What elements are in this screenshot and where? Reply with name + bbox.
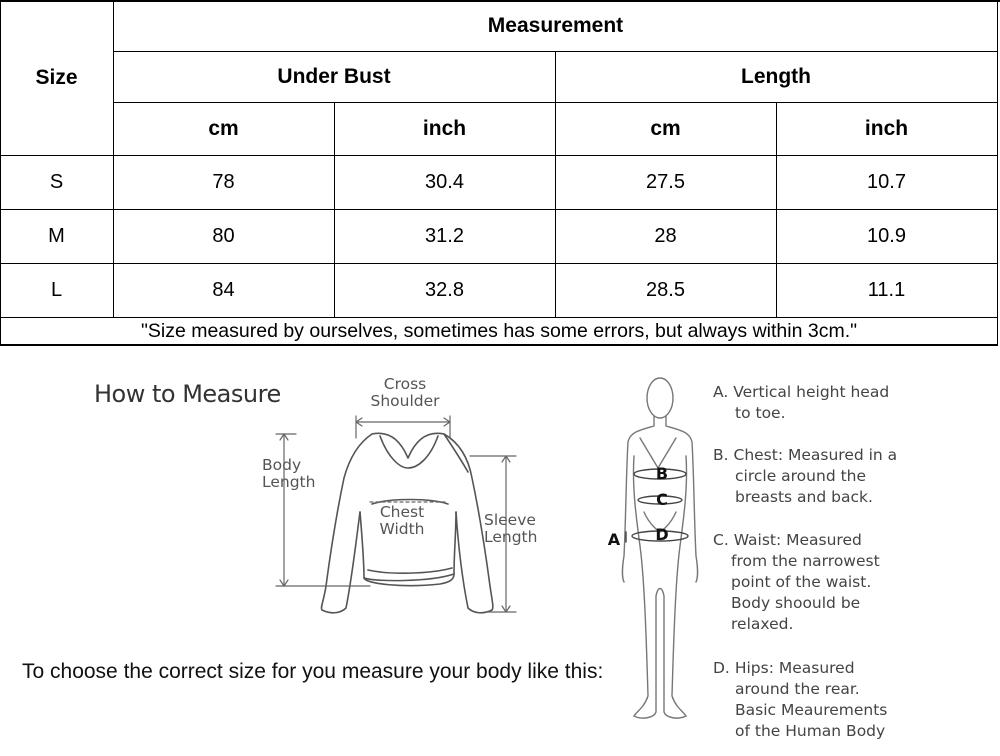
size-header: Size <box>35 65 78 89</box>
human-figure-drawing <box>623 378 698 718</box>
table-cell: 28 <box>654 224 677 247</box>
table-cell: 10.7 <box>867 170 906 193</box>
marker-b: B <box>655 464 669 483</box>
table-cell: 78 <box>212 170 235 193</box>
size-table <box>0 0 1000 346</box>
table-cell: 27.5 <box>646 170 685 193</box>
table-cell: 28.5 <box>646 278 685 301</box>
cross-shoulder-label: Cross Shoulder <box>370 375 440 410</box>
table-cell: 10.9 <box>867 224 906 247</box>
body-length-label: Body Length <box>262 456 316 491</box>
sleeve-length-label: Sleeve Length <box>484 511 538 546</box>
note-c: C. Waist: Measured from the narrowest point of the waist. Body shoould be relaxed. <box>713 531 880 633</box>
table-cell: 30.4 <box>425 170 464 193</box>
under-bust-header: Under Bust <box>277 64 391 88</box>
table-cell: 80 <box>212 224 235 247</box>
choose-size-instruction: To choose the correct size for you measure your body like this: <box>22 660 604 683</box>
chest-width-label: Chest Width <box>379 503 425 538</box>
marker-a: A <box>607 530 621 549</box>
grid-line <box>997 0 998 346</box>
guide-title: How to Measure <box>94 380 281 408</box>
note-d: D. Hips: Measured around the rear. Basic Meaurements of the Human Body <box>713 659 888 740</box>
table-cell: 11.1 <box>867 278 906 301</box>
unit-header: inch <box>422 116 467 140</box>
note-b: B. Chest: Measured in a circle around the breasts and back. <box>713 446 898 506</box>
measurement-header: Measurement <box>487 13 624 37</box>
table-cell: 31.2 <box>425 224 464 247</box>
size-cell: S <box>49 170 64 193</box>
measure-guide <box>0 346 1000 756</box>
marker-c: C <box>656 490 668 509</box>
size-cell: M <box>48 224 65 247</box>
table-cell: 32.8 <box>425 278 464 301</box>
size-cell: L <box>50 278 63 301</box>
unit-header: cm <box>650 116 681 140</box>
size-note: "Size measured by ourselves, sometimes has some errors, but always within 3cm." <box>140 319 858 342</box>
unit-header: cm <box>208 116 239 140</box>
note-a: A. Vertical height head to toe. <box>713 383 890 422</box>
length-header: Length <box>741 64 811 88</box>
table-cell: 84 <box>212 278 235 301</box>
unit-header: inch <box>864 116 909 140</box>
marker-d: D <box>655 525 669 544</box>
